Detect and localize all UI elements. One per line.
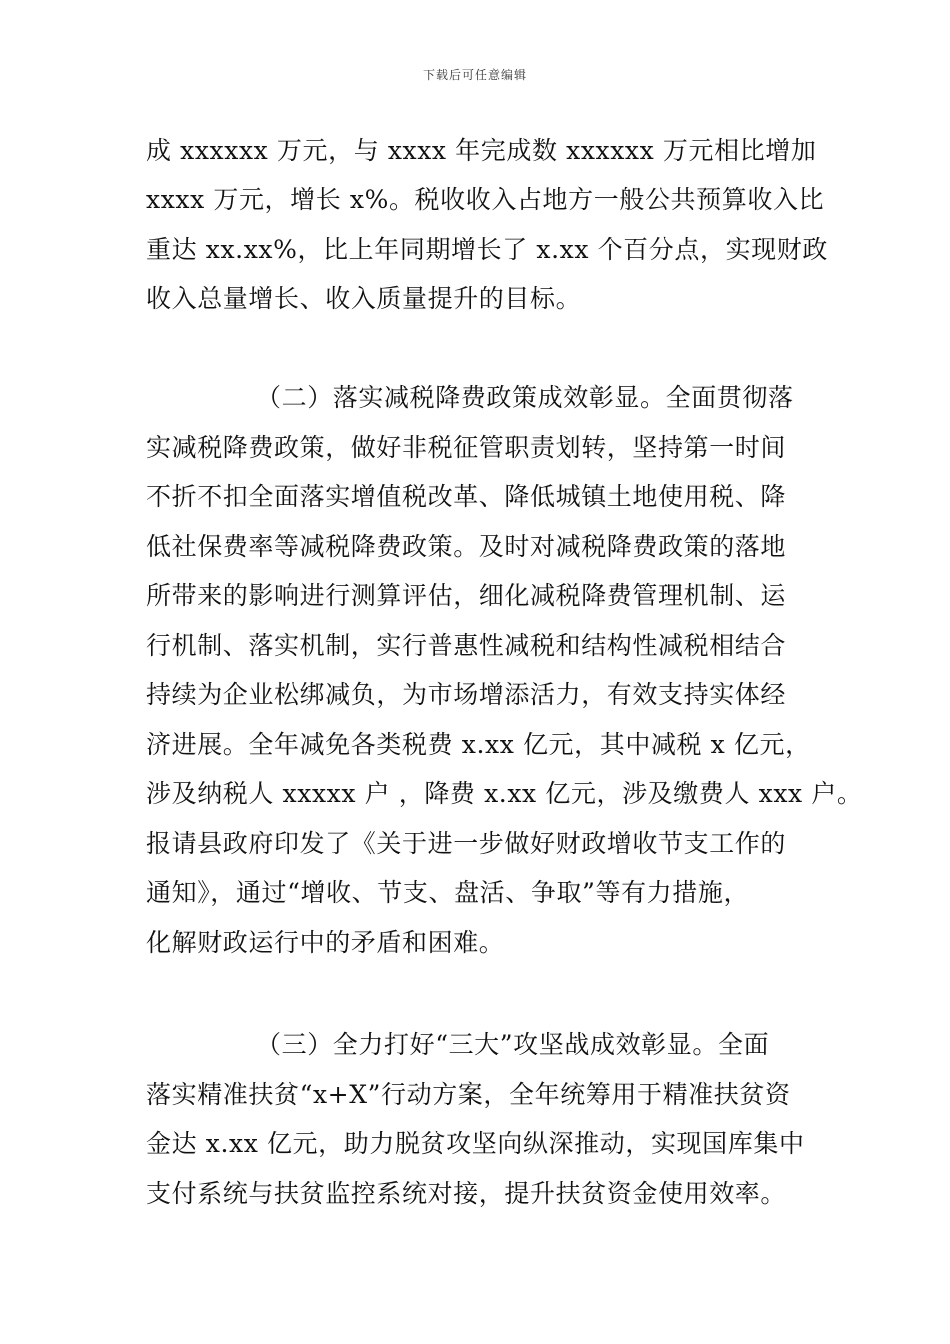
paragraph-2-line-9: 涉及纳税人 xxxxx 户 ，降费 x.xx 亿元，涉及缴费人 xxx 户。 bbox=[146, 779, 863, 808]
paragraph-2-line-11: 通知》，通过“增收、节支、盘活、争取”等有力措施， bbox=[146, 878, 750, 907]
paragraph-2-line-2: 实减税降费政策，做好非税征管职责划转，坚持第一时间 bbox=[146, 433, 787, 462]
paragraph-1-line-3: 重达 xx.xx%，比上年同期增长了 x.xx 个百分点，实现财政 bbox=[146, 235, 828, 264]
page-header-note: 下载后可任意编辑 bbox=[422, 68, 527, 82]
paragraph-2-line-6: 行机制、落实机制，实行普惠性减税和结构性减税相结合 bbox=[146, 631, 787, 660]
paragraph-2-line-12: 化解财政运行中的矛盾和困难。 bbox=[146, 928, 505, 957]
paragraph-1-line-1: 成 xxxxxx 万元，与 xxxx 年完成数 xxxxxx 万元相比增加 bbox=[146, 136, 817, 165]
paragraph-2-line-1: （二）落实减税降费政策成效彰显。全面贯彻落 bbox=[256, 383, 794, 412]
paragraph-2-line-4: 低社保费率等减税降费政策。及时对减税降费政策的落地 bbox=[146, 532, 787, 561]
paragraph-1-line-4: 收入总量增长、收入质量提升的目标。 bbox=[146, 284, 582, 313]
paragraph-2-line-5: 所带来的影响进行测算评估，细化减税降费管理机制、运 bbox=[146, 581, 787, 610]
paragraph-3-line-3: 金达 x.xx 亿元，助力脱贫攻坚向纵深推动，实现国库集中 bbox=[146, 1129, 805, 1158]
paragraph-3-line-4: 支付系统与扶贫监控系统对接，提升扶贫资金使用效率。 bbox=[146, 1179, 787, 1208]
paragraph-2-line-8: 济进展。全年减免各类税费 x.xx 亿元，其中减税 x 亿元， bbox=[146, 730, 811, 759]
paragraph-3-line-2: 落实精准扶贫“x+X”行动方案，全年统筹用于精准扶贫资 bbox=[146, 1080, 791, 1109]
paragraph-2-line-10: 报请县政府印发了《关于进一步做好财政增收节支工作的 bbox=[146, 829, 787, 858]
paragraph-1-line-2: xxxx 万元，增长 x%。税收收入占地方一般公共预算收入比 bbox=[146, 185, 825, 214]
paragraph-2-line-3: 不折不扣全面落实增值税改革、降低城镇土地使用税、降 bbox=[146, 482, 787, 511]
paragraph-3-line-1: （三）全力打好“三大”攻坚战成效彰显。全面 bbox=[256, 1030, 770, 1059]
paragraph-2-line-7: 持续为企业松绑减负，为市场增添活力，有效支持实体经 bbox=[146, 680, 787, 709]
